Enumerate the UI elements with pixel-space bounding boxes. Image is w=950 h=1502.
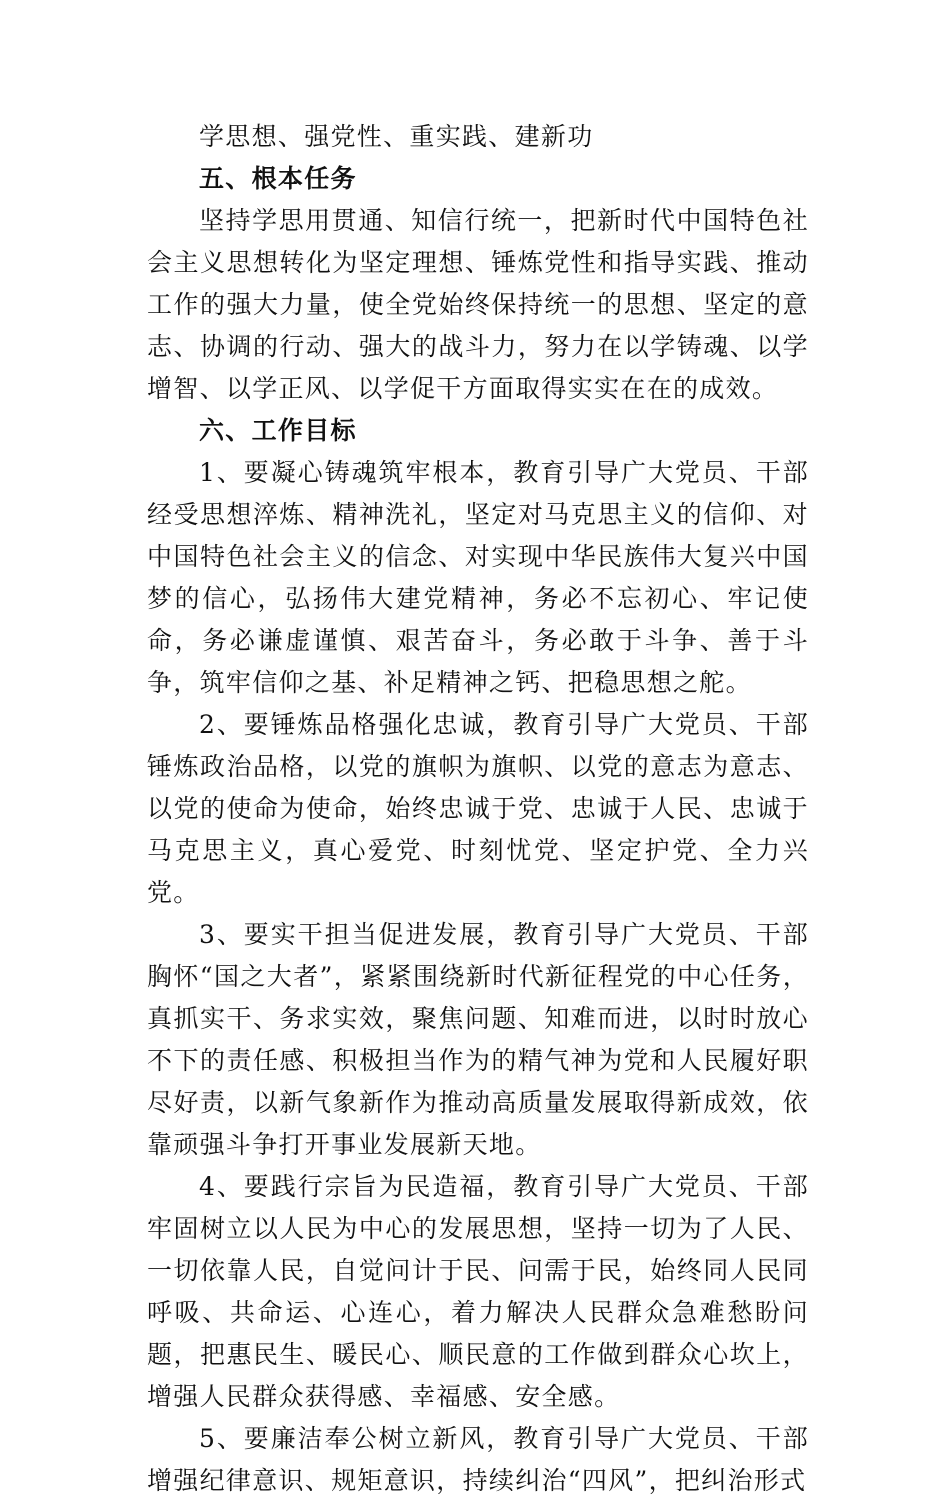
goal-item-4: 4、要践行宗旨为民造福，教育引导广大党员、干部牢固树立以人民为中心的发展思想，坚持一切为了人民、一切依靠人民，自觉问计于民、问需于民，始终同人民同呼吸、共命运、心连心，着力解决人民群众急难愁盼问题，把惠民生、暖民心、顺民意的工作做到群众心坎上，增强人民群众获得感、幸福感、安全感。 bbox=[147, 1172, 809, 1411]
document-body bbox=[147, 116, 809, 1502]
goal-item-3: 3、要实干担当促进发展，教育引导广大党员、干部胸怀“国之大者”，紧紧围绕新时代新征程党的中心任务，真抓实干、务求实效，聚焦问题、知难而进，以时时放心不下的责任感、积极担当作为的精气神为党和人民履好职尽好责，以新气象新作为推动高质量发展取得新成效，依靠顽强斗争打开事业发展新天地。 bbox=[147, 920, 809, 1159]
section-heading-work-goals: 六、工作目标 bbox=[199, 416, 357, 445]
section-heading-fundamental-task: 五、根本任务 bbox=[199, 164, 357, 193]
continuation-line: 学思想、强党性、重实践、建新功 bbox=[199, 122, 594, 151]
goal-item-5: 5、要廉洁奉公树立新风，教育引导广大党员、干部增强纪律意识、规矩意识，持续纠治“四风”，把纠治形式 bbox=[147, 1424, 809, 1495]
goal-item-2: 2、要锤炼品格强化忠诚，教育引导广大党员、干部锤炼政治品格，以党的旗帜为旗帜、以党的意志为意志、以党的使命为使命，始终忠诚于党、忠诚于人民、忠诚于马克思主义，真心爱党、时刻忧党、坚定护党、全力兴党。 bbox=[147, 710, 809, 907]
section-paragraph-fundamental-task: 坚持学思用贯通、知信行统一，把新时代中国特色社会主义思想转化为坚定理想、锤炼党性和指导实践、推动工作的强大力量，使全党始终保持统一的思想、坚定的意志、协调的行动、强大的战斗力，努力在以学铸魂、以学增智、以学正风、以学促干方面取得实实在在的成效。 bbox=[147, 206, 809, 403]
goal-item-1: 1、要凝心铸魂筑牢根本，教育引导广大党员、干部经受思想淬炼、精神洗礼，坚定对马克思主义的信仰、对中国特色社会主义的信念、对实现中华民族伟大复兴中国梦的信心，弘扬伟大建党精神，务必不忘初心、牢记使命，务必谦虚谨慎、艰苦奋斗，务必敢于斗争、善于斗争，筑牢信仰之基、补足精神之钙、把稳思想之舵。 bbox=[147, 458, 809, 697]
